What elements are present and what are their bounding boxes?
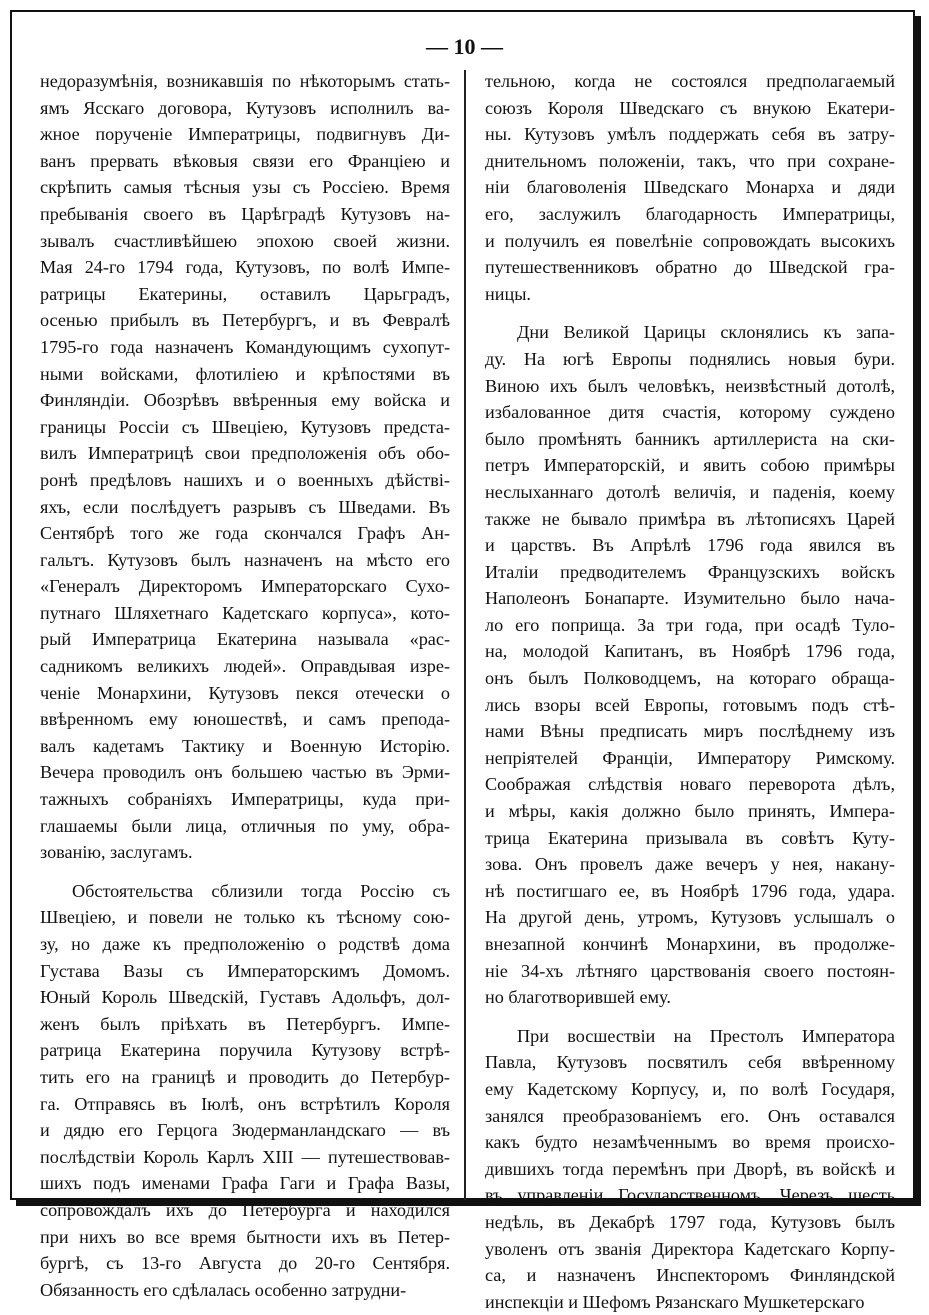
text-line: Виною ихъ былъ человѣкъ, неизвѣстный дотолѣ, [485, 375, 895, 396]
text-line: уволенъ отъ званія Директора Кадетскаго Корпу- [485, 1238, 895, 1259]
paragraph-gap [485, 1011, 895, 1023]
text-line: Павла, Кутузовъ посвятилъ себя ввѣренному [485, 1052, 895, 1073]
text-line: Обязанность его сдѣлалась особенно затрудни- [40, 1279, 407, 1300]
text-line: было промѣнять банникъ артиллериста на ски- [485, 428, 895, 449]
text-line: союзъ Короля Шведскаго съ внукою Екатери- [485, 97, 895, 118]
text-line: тельною, когда не состоялся предполагаемый [485, 71, 895, 91]
frame-shadow-right [915, 16, 921, 1206]
text-line: Обстоятельства сблизили тогда Россію съ [72, 880, 450, 901]
text-line: вилъ Императрицѣ свои предположенія объ обо- [40, 443, 450, 464]
text-line: ямъ Ясскаго договора, Кутузовъ исполнилъ ва- [40, 97, 450, 118]
text-line: рый Императрица Екатерина называла «рас- [40, 629, 450, 650]
text-line: петръ Императорскій, и явить собою примѣры [485, 455, 895, 476]
text-line: недѣль, въ Декабрѣ 1797 года, Кутузовъ былъ [485, 1211, 895, 1232]
text-line: Финляндіи. Обозрѣвъ ввѣренныя ему войска и [40, 390, 450, 411]
text-line: зывалъ счастливѣйшею эпохою своей жизни. [40, 230, 450, 251]
text-line: Италіи предводителемъ Французскихъ войскъ [485, 561, 895, 582]
text-line: Мая 24-го 1794 года, Кутузовъ, по волѣ Импе- [40, 257, 450, 278]
text-line: ронѣ предѣловъ нашихъ и о военныхъ дѣйствi- [40, 469, 450, 490]
text-line: Соображая слѣдствія новаго переворота дѣлъ, [485, 774, 895, 795]
text-line: нами Вѣны предписать миръ послѣднему изъ [485, 721, 895, 742]
text-line: ніе 34-хъ лѣтняго царствованія своего постоян- [485, 960, 895, 981]
text-line: На другой день, утромъ, Кутузовъ услышалъ о [485, 907, 895, 928]
text-line: ду. На югѣ Европы поднялись новыя бури. [485, 348, 895, 369]
text-line: шихъ подъ именами Графа Гаги и Графа Вазы, [40, 1173, 450, 1194]
text-line: глашаемы были лица, отличныя по уму, обра- [40, 815, 450, 836]
text-line: путнаго Шляхетнаго Кадетскаго корпуса», кото- [40, 602, 450, 623]
text-line: ванъ прервать вѣковыя связи его Франціею и [40, 150, 450, 171]
text-line: ницы. [485, 283, 531, 304]
text-line: 1795-го года назначенъ Командующимъ сухопут- [40, 336, 450, 357]
text-line: неслыханнаго дотолѣ величія, и паденія, коему [485, 481, 895, 502]
text-line: зова. Онъ провелъ даже вечеръ у нея, накану- [485, 854, 895, 875]
text-line: ратрицы Екатерины, оставилъ Царьградъ, [40, 283, 450, 304]
text-line: ны. Кутузовъ умѣлъ поддержать себя въ затру- [485, 124, 895, 145]
text-line: Вечера проводилъ онъ большею частью въ Эрми- [40, 762, 450, 783]
text-line: осенью прибылъ въ Петербургъ, и въ Февралѣ [40, 310, 450, 331]
text-line: женъ былъ пріѣхать въ Петербургъ. Импе- [40, 1013, 450, 1034]
page-number: — 10 — [426, 34, 503, 59]
text-line: и получилъ ея повелѣніе сопровождать высокихъ [485, 230, 895, 251]
paragraph [40, 68, 450, 866]
text-line: ніи благоволенія Шведскаго Монарха и дяди [485, 177, 895, 198]
text-line: и мѣры, какія должно было принять, Импера- [485, 801, 895, 822]
text-line: его, заслужилъ благодарность Императрицы, [485, 203, 895, 224]
text-line: онъ былъ Полководцемъ, на котораго обраща- [485, 668, 895, 689]
text-line: садникомъ великихъ людей». Оправдывая изре- [40, 656, 450, 677]
text-line: Наполеонъ Бонапарте. Изумительно было нача- [485, 588, 895, 609]
text-line: ченіе Монархини, Кутузовъ пекся отечески о [40, 682, 450, 703]
text-line: послѣдствіи Король Карлъ XIII — путешествовав- [40, 1146, 450, 1167]
text-line: тить его на границѣ и проводить до Петербур- [40, 1066, 450, 1087]
text-line: бургѣ, съ 13-го Августа до 20-го Сентября. [40, 1253, 450, 1274]
paragraph-gap [485, 307, 895, 319]
text-line: путешественниковъ обратно до Шведской гра- [485, 257, 895, 278]
text-line: ратрица Екатерина поручила Кутузову встрѣ- [40, 1040, 450, 1061]
text-line: ными войсками, флотиліею и крѣпостями въ [40, 363, 450, 384]
text-line: дившихъ тогда перемѣнъ при Дворѣ, въ войскѣ и [485, 1158, 895, 1179]
text-line: нѣ постигшаго ее, въ Ноябрѣ 1796 года, удара. [485, 880, 895, 901]
text-line: тажныхъ собраніяхъ Императрицы, куда при- [40, 789, 450, 810]
text-line: инспекціи и Шефомъ Рязанскаго Мушкетерскаго [485, 1291, 865, 1312]
text-line: также не бывало примѣра въ лѣтописяхъ Царей [485, 508, 895, 529]
text-line: пребыванія своего въ Царѣградѣ Кутузовъ на- [40, 203, 450, 224]
text-line: Дни Великой Царицы склонялись къ запа- [517, 322, 895, 343]
text-line: ему Кадетскому Корпусу, и, по волѣ Государя, [485, 1078, 895, 1099]
text-line: но благотворившей ему. [485, 987, 671, 1008]
text-line: занялся преобразованіемъ его. Онъ оставался [485, 1105, 895, 1126]
text-line: на, молодой Капитанъ, въ Ноябрѣ 1796 года, [485, 641, 895, 662]
text-line: жное порученіе Императрицы, подвигнувъ Ди- [40, 124, 450, 145]
paragraph [485, 319, 895, 1010]
text-line: зу, но даже къ предположенію о родствѣ дома [40, 934, 450, 954]
text-line: недоразумѣнія, возникавшія по нѣкоторымъ стать- [40, 71, 450, 91]
text-line: какъ будто незамѣченнымъ во время происхо- [485, 1132, 895, 1153]
text-line: яхъ, если послѣдуетъ разрывъ съ Шведами. Въ [40, 496, 450, 517]
right-column [485, 68, 895, 1315]
text-line: Швеціею, и повели не только къ тѣсному сою- [40, 907, 450, 928]
text-line: «Генералъ Директоромъ Императорскаго Сухо- [40, 576, 450, 597]
text-line: днительномъ положеніи, такъ, что при сохране- [485, 150, 895, 171]
text-line: Сентябрѣ того же года скончался Графъ Ан- [40, 523, 450, 544]
text-line: гальтъ. Кутузовъ былъ назначенъ на мѣсто его [40, 549, 450, 570]
text-line: границы Россіи съ Швеціею, Кутузовъ предста- [40, 416, 450, 437]
text-line: ввѣренномъ ему юношествѣ, и самъ препода- [40, 709, 450, 730]
text-line: избалованное дитя счастія, которому суждено [485, 402, 895, 423]
text-line: Густава Вазы съ Императорскимъ Домомъ. [40, 960, 450, 981]
paragraph-gap [40, 866, 450, 878]
paragraph [40, 878, 450, 1304]
text-line: и царствъ. Въ Апрѣлѣ 1796 года явился въ [485, 535, 895, 556]
text-line: при нихъ во все время бытности ихъ въ Петер- [40, 1226, 450, 1247]
left-column [40, 68, 450, 1303]
text-line: валъ кадетамъ Тактику и Военную Исторію. [40, 735, 450, 756]
text-line: лись взоры всей Европы, готовымъ подъ стѣ- [485, 694, 895, 715]
paragraph [485, 68, 895, 307]
paragraph [485, 1023, 895, 1315]
text-line: трица Екатерина призывала въ совѣтъ Куту- [485, 827, 895, 848]
text-line: са, и назначенъ Инспекторомъ Финляндской [485, 1265, 895, 1286]
text-line: внезапной кончинѣ Монархини, въ продолже- [485, 934, 895, 954]
text-line: зованію, заслугамъ. [40, 842, 193, 863]
text-line: и дядю его Герцога Зюдерманландскаго — въ [40, 1120, 450, 1141]
text-line: ло его поприща. За три года, при осадѣ Туло- [485, 614, 895, 635]
text-line: Юный Король Шведскій, Густавъ Адольфъ, дол- [40, 987, 450, 1008]
text-line: скрѣпить самыя тѣсныя узы съ Россіею. Время [40, 177, 450, 198]
column-divider [464, 70, 466, 1200]
text-line: непріятелей Франціи, Императору Римскому. [485, 747, 895, 768]
text-line: сопровождалъ ихъ до Петербурга и находился [40, 1199, 450, 1220]
text-line: га. Отправясь въ Іюлѣ, онъ встрѣтилъ Короля [40, 1093, 450, 1114]
text-line: При восшествіи на Престолъ Императора [517, 1025, 895, 1046]
text-line: въ управленіи Государственномъ. Черезъ шесть [485, 1185, 895, 1206]
